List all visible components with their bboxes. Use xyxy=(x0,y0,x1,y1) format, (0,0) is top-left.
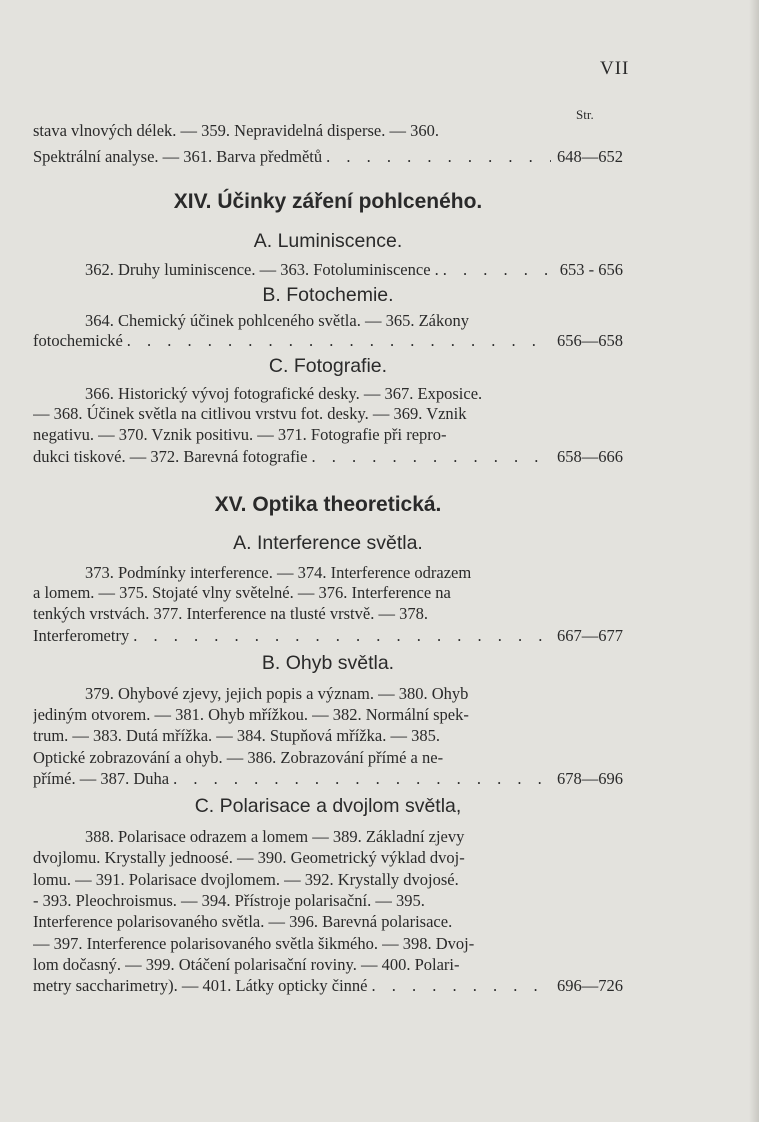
leader-dots xyxy=(169,768,551,790)
toc-text-line: trum. — 383. Dutá mřížka. — 384. Stupňová mřížka. — 385. xyxy=(33,726,440,745)
leader-dots xyxy=(123,330,551,352)
page-range: 656—658 xyxy=(557,331,623,350)
section-title: A. Luminiscence. xyxy=(253,230,403,252)
page-range: 648—652 xyxy=(557,147,623,166)
leader-dots xyxy=(307,446,551,468)
section-title: C. Polarisace a dvojlom světla, xyxy=(194,795,462,817)
toc-text-line: lom dočasný. — 399. Otáčení polarisační roviny. — 400. Polari- xyxy=(33,955,460,974)
toc-text: metry saccharimetry). — 401. Látky opticky činné xyxy=(33,976,368,995)
page-range: 667—677 xyxy=(557,626,623,645)
page-edge-shadow xyxy=(749,0,759,1122)
section-title: B. Fotochemie. xyxy=(262,284,394,306)
toc-text-line: dvojlomu. Krystally jednoosé. — 390. Geometrický výklad dvoj- xyxy=(33,848,465,867)
section-title: C. Fotografie. xyxy=(268,355,388,377)
toc-text-line: stava vlnových délek. — 359. Nepravidelná disperse. — 360. xyxy=(33,121,439,140)
chapter-title: XV. Optika theoretická. xyxy=(214,493,442,516)
toc-text: Interferometry xyxy=(33,626,130,645)
toc-entry-last-line xyxy=(33,146,623,168)
toc-entry-last-line xyxy=(33,975,623,997)
toc-text-line: - 393. Pleochroismus. — 394. Přístroje polarisační. — 395. xyxy=(33,891,425,910)
toc-text: 362. Druhy luminiscence. — 363. Fotoluminiscence . xyxy=(85,260,439,279)
toc-entry-last-line xyxy=(33,330,623,352)
toc-text-line: a lomem. — 375. Stojaté vlny světelné. — 376. Interference na xyxy=(33,583,451,602)
toc-text-line: Interference polarisovaného světla. — 396. Barevná polarisace. xyxy=(33,912,453,931)
toc-text-line: 388. Polarisace odrazem a lomem — 389. Základní zjevy xyxy=(85,827,465,846)
toc-text-line: 366. Historický vývoj fotografické desky. — 367. Exposice. xyxy=(85,384,483,403)
toc-text-line: lomu. — 391. Polarisace dvojlomem. — 392. Krystally dvojosé. xyxy=(33,870,459,889)
toc-text: dukci tiskové. — 372. Barevná fotografie xyxy=(33,447,308,466)
chapter-title: XIV. Účinky záření pohlceného. xyxy=(173,190,483,213)
section-title: A. Interference světla. xyxy=(233,532,423,554)
toc-text-line: 364. Chemický účinek pohlceného světla. — 365. Zákony xyxy=(85,311,469,330)
toc-text-line: jediným otvorem. — 381. Ohyb mřížkou. — 382. Normální spek- xyxy=(33,705,469,724)
toc-text-line: tenkých vrstvách. 377. Interference na tlusté vrstvě. — 378. xyxy=(33,604,428,623)
toc-entry-last-line xyxy=(33,625,623,647)
toc-text-line: negativu. — 370. Vznik positivu. — 371. Fotografie při repro- xyxy=(33,425,447,444)
toc-text-line: Optické zobrazování a ohyb. — 386. Zobrazování přímé a ne- xyxy=(33,748,444,767)
toc-text-line: — 397. Interference polarisovaného světla šikmého. — 398. Dvoj- xyxy=(33,934,475,953)
leader-dots xyxy=(322,146,551,168)
toc-text-line: — 368. Účinek světla na citlivou vrstvu fot. desky. — 369. Vznik xyxy=(33,404,467,423)
page-range: 696—726 xyxy=(557,976,623,995)
page-column-header: Str. xyxy=(576,107,594,122)
leader-dots xyxy=(129,625,551,647)
toc-entry-last-line xyxy=(33,446,623,468)
page-range: 658—666 xyxy=(557,447,623,466)
leader-dots xyxy=(367,975,551,997)
toc-text: Spektrální analyse. — 361. Barva předmětů xyxy=(33,147,323,166)
toc-text-line: 373. Podmínky interference. — 374. Interference odrazem xyxy=(85,563,472,582)
page-range: 678—696 xyxy=(557,769,623,788)
toc-text: fotochemické xyxy=(33,331,123,350)
toc-text-line: 379. Ohybové zjevy, jejich popis a význam. — 380. Ohyb xyxy=(85,684,469,703)
toc-text: přímé. — 387. Duha xyxy=(33,769,170,788)
toc-entry-last-line xyxy=(33,768,623,790)
page-number: VII xyxy=(600,58,630,79)
page-range: 653 - 656 xyxy=(559,260,623,279)
toc-entry-last-line xyxy=(85,259,623,281)
leader-dots xyxy=(439,259,554,281)
section-title: B. Ohyb světla. xyxy=(261,652,395,674)
